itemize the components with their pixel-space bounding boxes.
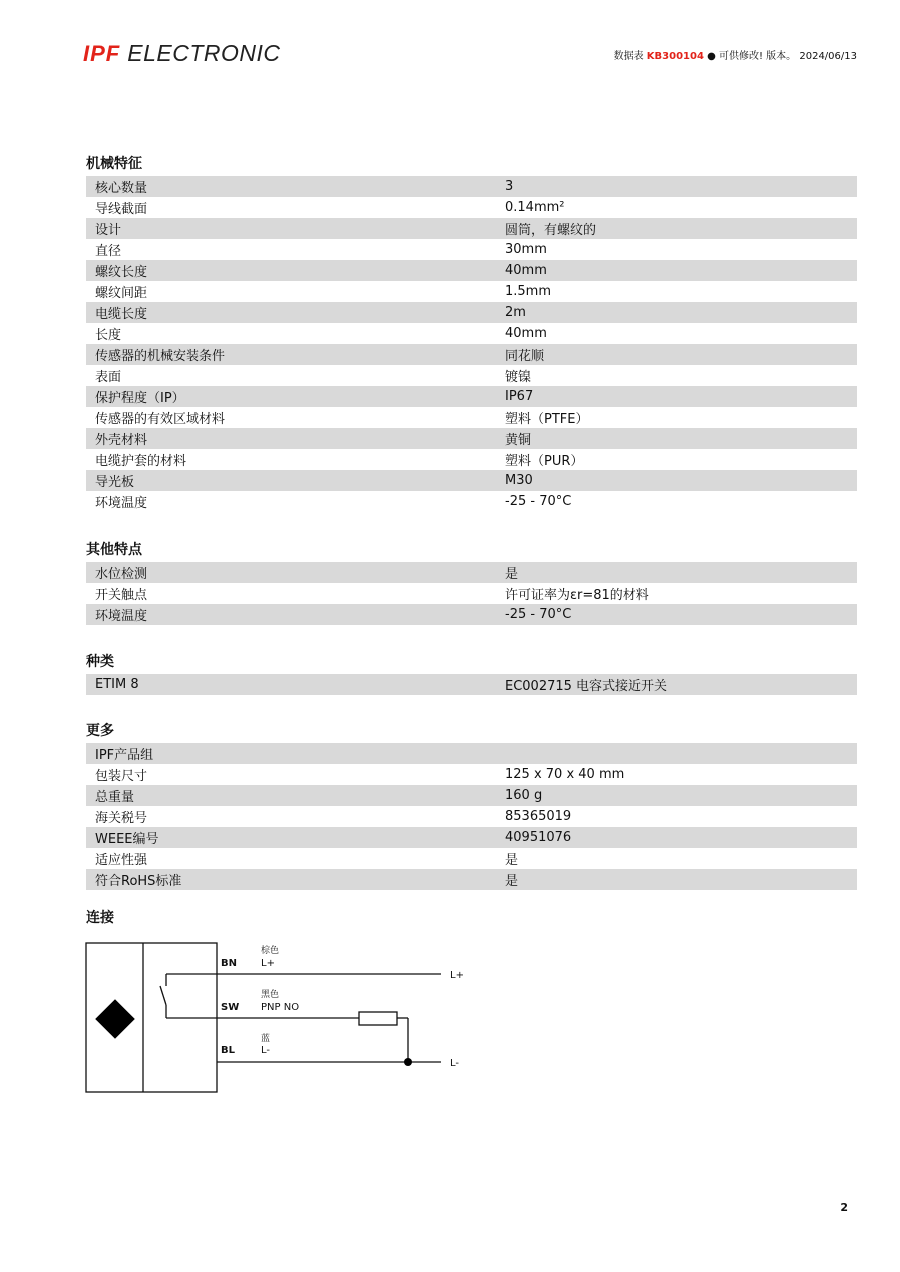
row-label: 开关触点 [95, 588, 148, 603]
logo-ipf-text: IPF [83, 41, 121, 66]
sw-color-label: 黑色 [261, 990, 280, 1000]
row-value: 30mm [505, 242, 547, 257]
row-label: 电缆护套的材料 [95, 454, 187, 469]
row-value: 2m [505, 305, 526, 320]
row-value: 40mm [505, 326, 547, 341]
logo-electronic-text: ELECTRONIC [127, 40, 281, 66]
row-label: WEEE编号 [95, 832, 159, 847]
terminal-plus-label: L+ [450, 970, 464, 981]
row-label: IPF产品组 [95, 748, 154, 763]
row-value: 3 [505, 179, 514, 194]
terminal-minus-label: L- [450, 1058, 460, 1069]
section-title-category: 种类 [86, 654, 114, 670]
section-title-mechanical: 机械特征 [86, 156, 142, 172]
bl-code-label: BL [221, 1045, 235, 1056]
row-value: EC002715 电容式接近开关 [505, 679, 668, 694]
row-label: 总重量 [95, 790, 135, 805]
row-label: 传感器的机械安装条件 [95, 349, 226, 364]
row-value: 1.5mm [505, 284, 552, 299]
row-label: 表面 [95, 370, 122, 385]
row-value: 许可证率为εr=81的材料 [505, 588, 649, 603]
row-value: M30 [505, 473, 533, 488]
row-label: 传感器的有效区域材料 [95, 412, 226, 427]
row-value: 125 x 70 x 40 mm [505, 767, 625, 782]
row-label: 包装尺寸 [95, 769, 148, 784]
row-label: 环境温度 [95, 609, 148, 624]
bn-code-label: BN [221, 958, 237, 969]
row-label: 海关税号 [95, 811, 148, 826]
row-value: 160 g [505, 788, 543, 803]
row-value: 黄铜 [505, 433, 532, 448]
switch-contact [160, 986, 166, 1005]
row-value: -25 - 70°C [505, 494, 572, 509]
row-label: 设计 [95, 223, 122, 238]
load-resistor [359, 1012, 397, 1025]
row-value: 是 [505, 567, 519, 582]
bn-signal-label: L+ [261, 958, 275, 969]
sw-signal-label: PNP NO [261, 1002, 300, 1013]
row-label: 螺纹间距 [95, 286, 148, 301]
row-label: 导线截面 [95, 202, 148, 217]
row-label: 符合RoHS标准 [95, 874, 182, 889]
row-label: 长度 [95, 328, 122, 343]
section-title-connection: 连接 [86, 910, 114, 926]
bl-signal-label: L- [261, 1045, 271, 1056]
row-value: 40mm [505, 263, 547, 278]
row-value: 40951076 [505, 830, 572, 845]
row-value: 圆筒，有螺纹的 [505, 223, 597, 238]
row-label: 核心数量 [95, 181, 148, 196]
section-title-other: 其他特点 [86, 542, 142, 558]
row-value: 同花顺 [505, 349, 545, 364]
row-value: -25 - 70°C [505, 607, 572, 622]
page-number: 2 [840, 1201, 848, 1214]
meta-prefix: 数据表 [613, 51, 647, 62]
row-value: 镀镍 [505, 370, 532, 385]
sensor-diamond-symbol [95, 999, 135, 1039]
row-label: 电缆长度 [95, 307, 148, 322]
row-value: 塑料（PUR） [505, 454, 584, 469]
row-label: 外壳材料 [95, 433, 148, 448]
row-label: 保护程度（IP） [95, 391, 185, 406]
row-value: IP67 [505, 389, 534, 404]
junction-dot [404, 1058, 412, 1066]
row-label: ETIM 8 [95, 677, 139, 692]
row-label: 导光板 [95, 475, 135, 490]
row-label: 适应性强 [95, 853, 148, 868]
document-id: KB300104 [646, 51, 704, 62]
row-label: 螺纹长度 [95, 265, 148, 280]
bl-color-label: 蓝 [261, 1034, 271, 1044]
row-value: 85365019 [505, 809, 572, 824]
row-value: 是 [505, 874, 519, 889]
meta-suffix: ● 可供修改! 版本。 2024/06/13 [703, 51, 857, 62]
bn-color-label: 棕色 [261, 946, 280, 956]
row-label: 直径 [95, 244, 122, 259]
row-value: 是 [505, 853, 519, 868]
section-title-more: 更多 [86, 723, 114, 739]
row-value: 塑料（PTFE） [505, 412, 589, 427]
sw-code-label: SW [221, 1002, 240, 1013]
row-label: 水位检测 [95, 567, 148, 582]
row-value: 0.14mm² [505, 200, 565, 215]
row-label: 环境温度 [95, 496, 148, 511]
